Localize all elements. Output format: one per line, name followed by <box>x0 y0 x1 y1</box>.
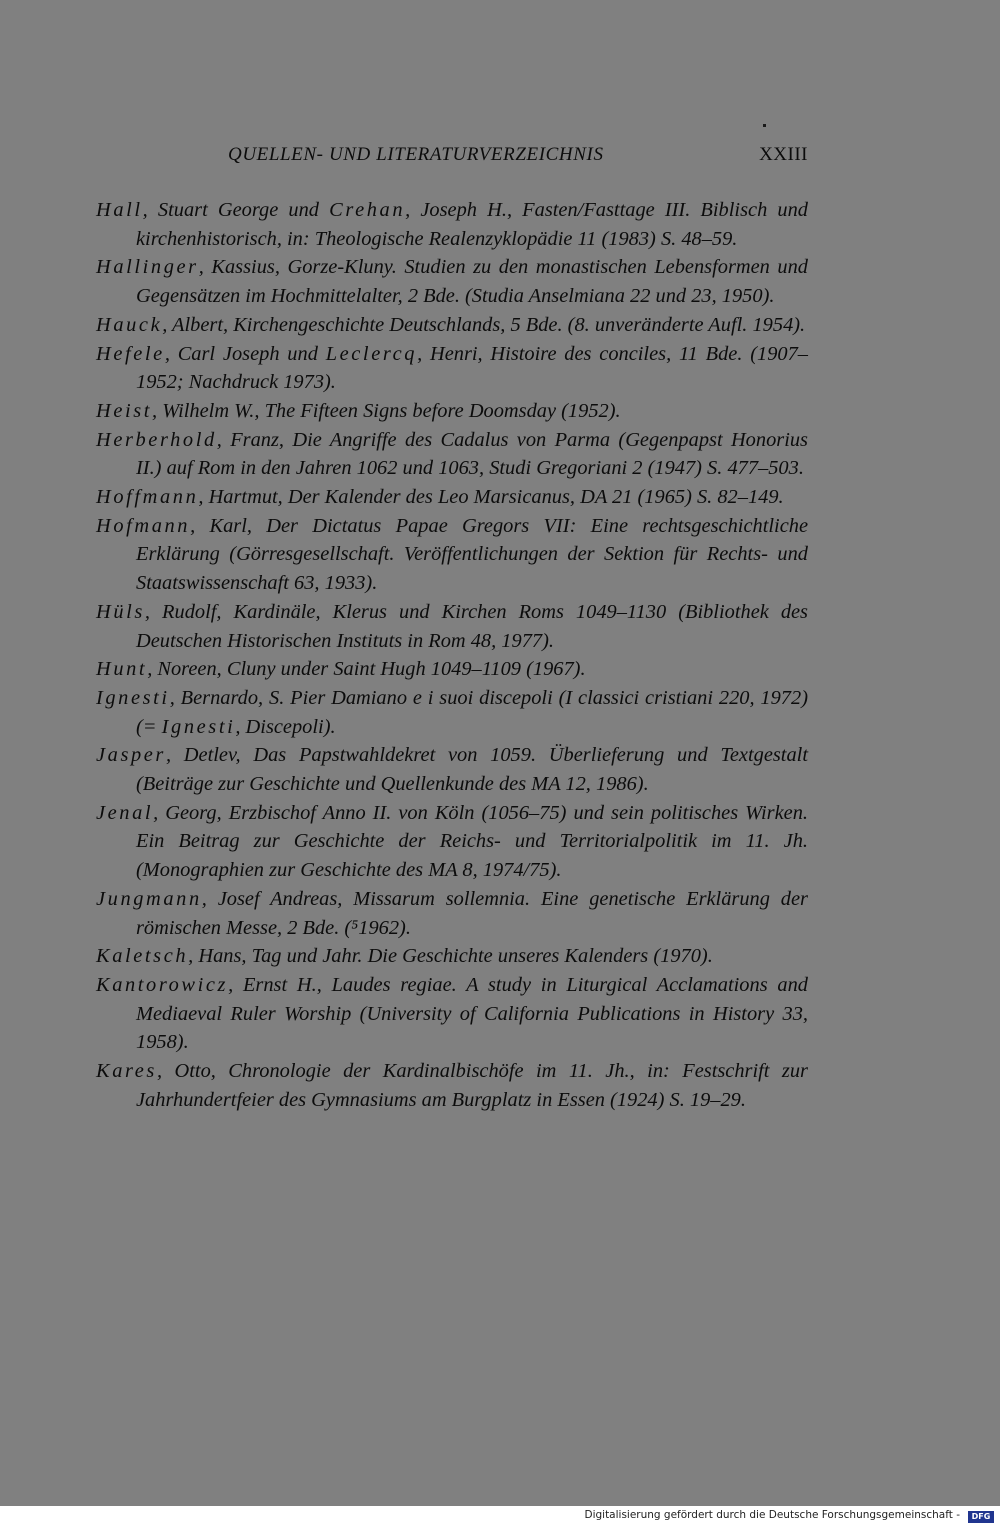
entry-author: Crehan <box>329 199 406 221</box>
entry-text: , Stuart George und <box>142 199 330 221</box>
bibliography-entry <box>96 942 808 971</box>
entry-author: Ignesti <box>161 715 236 738</box>
bibliography-entry <box>96 397 808 426</box>
entry-text: , Rudolf, Kardinäle, Klerus und Kirchen Roms 1049–1130 (Bibliothek des Deutschen Historischen Instituts in Rom 48, 1977). <box>136 600 808 652</box>
entry-author: Kaletsch <box>96 945 189 968</box>
bibliography-entry <box>96 598 808 655</box>
bibliography-entry <box>96 655 808 684</box>
bibliography-entry <box>96 741 808 798</box>
entry-author: Kantorowicz <box>96 973 229 996</box>
bibliography-entry <box>96 684 808 741</box>
bibliography-entry <box>96 253 808 310</box>
dfg-logo: DFG <box>968 1511 994 1523</box>
entry-text: , Noreen, Cluny under Saint Hugh 1049–1109 (1967). <box>147 658 586 681</box>
entry-text: , Josef Andreas, Missarum sollemnia. Eine genetische Erklärung der römischen Messe, 2 Bde. (⁵1962). <box>136 887 808 939</box>
entry-author: Hall <box>96 199 143 221</box>
bibliography-entry <box>96 196 808 253</box>
bibliography-entry <box>96 1057 808 1114</box>
bibliography-list <box>96 196 808 1115</box>
bibliography-entry <box>96 483 808 512</box>
entry-text: , Karl, Der Dictatus Papae Gregors VII: Eine rechtsgeschichtliche Erklärung (Görresgesellschaft. Veröffentlichungen der Sektion für Rechts- und Staatswissenschaft 63, 1933). <box>136 514 808 595</box>
entry-text: , Discepoli). <box>235 715 336 738</box>
entry-author: Hefele <box>96 342 165 365</box>
entry-text: , Hartmut, Der Kalender des Leo Marsicanus, DA 21 (1965) S. 82–149. <box>198 486 784 509</box>
bibliography-entry <box>96 885 808 942</box>
bibliography-entry <box>96 426 808 483</box>
entry-author: Hofmann <box>96 514 191 537</box>
entry-text: , Georg, Erzbischof Anno II. von Köln (1056–75) und sein politisches Wirken. Ein Beitrag zur Geschichte der Reichs- und Territorialpolitik im 11. Jh. (Monographien zur Geschichte des MA 8, 1974/75). <box>136 801 808 882</box>
entry-author: Kares <box>96 1060 157 1083</box>
entry-author: Hallinger <box>96 256 199 279</box>
bibliography-entry <box>96 340 808 397</box>
entry-text: , Franz, Die Angriffe des Cadalus von Parma (Gegenpapst Honorius II.) auf Rom in den Jahren 1062 und 1063, Studi Gregoriani 2 (1947) S. 477–503. <box>136 428 808 480</box>
entry-author: Hoffmann <box>96 486 199 509</box>
bibliography-entry <box>96 971 808 1057</box>
entry-text: , Wilhelm W., The Fifteen Signs before Doomsday (1952). <box>152 399 621 422</box>
entry-author: Heist <box>96 399 153 422</box>
entry-text: , Otto, Chronologie der Kardinalbischöfe im 11. Jh., in: Festschrift zur Jahrhundertfeier des Gymnasiums am Burgplatz in Essen (1924) S. 19–29. <box>136 1060 808 1111</box>
entry-author: Ignesti <box>96 686 170 709</box>
entry-author: Hunt <box>96 658 148 681</box>
bibliography-entry <box>96 311 808 340</box>
entry-author: Hauck <box>96 313 163 336</box>
entry-author: Jungmann <box>96 887 202 910</box>
bibliography-entry <box>96 512 808 598</box>
entry-text: , Bernardo, S. Pier Damiano e i suoi discepoli (I classici cristiani 220, 1972) (= <box>136 686 808 738</box>
funding-footer <box>0 1506 1000 1528</box>
entry-text: , Joseph H., Fasten/Fasttage III. Biblisch und kirchenhistorisch, in: Theologische Realenzyklopädie 11 (1983) S. 48–59. <box>136 199 808 250</box>
entry-text: , Hans, Tag und Jahr. Die Geschichte unseres Kalenders (1970). <box>188 945 713 968</box>
entry-author: Hüls <box>96 600 145 623</box>
entry-text: , Carl Joseph und <box>164 342 326 365</box>
entry-author: Leclercq <box>325 342 418 365</box>
running-title: QUELLEN- UND LITERATURVERZEICHNIS <box>228 144 604 165</box>
speck-mark <box>763 124 766 127</box>
entry-text: , Kassius, Gorze-Kluny. Studien zu den monastischen Lebensformen und Gegensätzen im Hochmittelalter, 2 Bde. (Studia Anselmiana 22 und 23, 1950). <box>136 256 808 308</box>
entry-text: , Ernst H., Laudes regiae. A study in Liturgical Acclamations and Mediaeval Ruler Worship (University of California Publications in History 33, 1958). <box>136 973 808 1054</box>
page-number: XXIII <box>759 144 808 165</box>
bibliography-entry <box>96 799 808 885</box>
entry-author: Herberhold <box>96 428 217 451</box>
entry-author: Jasper <box>96 744 166 767</box>
entry-text: , Detlev, Das Papstwahldekret von 1059. Überlieferung und Textgestalt (Beiträge zur Geschichte und Quellenkunde des MA 12, 1986). <box>136 744 808 796</box>
entry-author: Jenal <box>96 801 154 824</box>
entry-text: , Henri, Histoire des conciles, 11 Bde. (1907–1952; Nachdruck 1973). <box>136 342 808 394</box>
funding-notice: Digitalisierung gefördert durch die Deutsche Forschungsgemeinschaft - <box>584 1509 960 1521</box>
entry-text: , Albert, Kirchengeschichte Deutschlands, 5 Bde. (8. unveränderte Aufl. 1954). <box>162 313 806 336</box>
